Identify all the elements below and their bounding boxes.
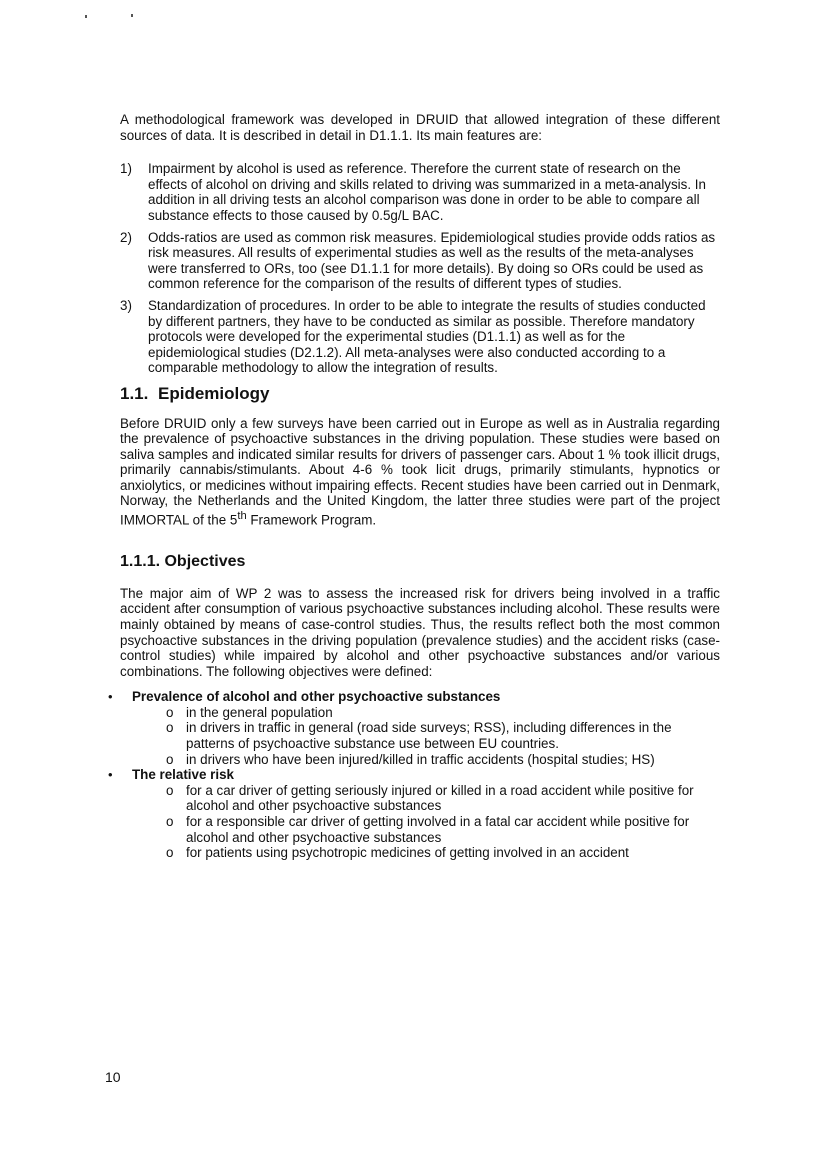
epidemiology-paragraph [120, 416, 720, 529]
circle-bullet-icon: o [166, 704, 174, 720]
objective-title: Prevalence of alcohol and other psychoactive substances [132, 689, 501, 705]
objectives-list [108, 689, 720, 861]
circle-bullet-icon: o [166, 751, 174, 767]
feature-item [120, 161, 720, 223]
feature-text: Impairment by alcohol is used as reference. Therefore the current state of research on the effects of alcohol on driving and skills related to driving was summarized in a meta-analysis. In addition in all driving tests an alcohol comparison was done in order to be able to compare all substance effects to those caused by 0.5g/L BAC. [148, 161, 706, 223]
objective-group [108, 689, 720, 767]
circle-bullet-icon: o [166, 720, 174, 736]
feature-item [120, 298, 720, 376]
bullet-icon: • [108, 767, 113, 783]
feature-number: 1) [120, 161, 132, 177]
feature-text: Odds-ratios are used as common risk measures. Epidemiological studies provide odds ratios as risk measures. All results of experimental studies as well as the results of the meta-analyses were transferred to ORs, too (see D1.1.1 for more details). By doing so ORs could be used as common reference for the comparison of the results of different types of studies. [148, 229, 716, 292]
list-item: o in the general population [166, 704, 333, 720]
superscript-th: th [237, 510, 247, 523]
list-item: o for a car driver of getting seriously injured or killed in a road accident while positive for alcohol and other psychoactive substances [166, 782, 694, 814]
objectives-paragraph: The major aim of WP 2 was to assess the increased risk for drivers being involved in a traffic accident after consumption of various psychoactive substances including alcohol. These results were mainly obtained by means of case-control studies. Thus, the results reflect both the most common psychoactive substances in the driving population (prevalence studies) and the accident risks (case-control studies) while impaired by alcohol and other psychoactive substances and/or various combinations. The following objectives were defined: [120, 585, 720, 679]
feature-number: 3) [120, 297, 132, 313]
list-item: o in drivers in traffic in general (road side surveys; RSS), including differences in the patterns of psychoactive substance use between EU countries. [166, 720, 672, 752]
bullet-icon: • [108, 689, 113, 705]
features-list [120, 161, 720, 376]
section-title: Epidemiology [158, 383, 270, 403]
circle-bullet-icon: o [166, 782, 174, 798]
circle-bullet-icon: o [166, 845, 174, 861]
scan-speck-right [131, 14, 133, 17]
epidemiology-text-end: Framework Program. [246, 512, 377, 528]
objective-group [108, 767, 720, 861]
epidemiology-text: Before DRUID only a few surveys have been carried out in Europe as well as in Australia regarding the prevalence of psychoactive substances in the driving population. These studies were based on saliva samples and indicated similar results for drivers of passenger cars. About 1 % took illicit drugs, primarily cannabis/stimulants. About 4-6 % took licit drugs, primarily stimulants, hypnotics or anxiolytics, or medicines without impairing effects. Recent studies have been carried out in Denmark, Norway, the Netherlands and the United Kingdom, the latter three studies were part of the project IMMORTAL of the 5 [120, 415, 720, 528]
list-item: o in drivers who have been injured/killed in traffic accidents (hospital studies; HS) [166, 751, 655, 767]
objective-subitems [132, 705, 720, 767]
objective-subitems [132, 783, 720, 861]
feature-item [120, 230, 720, 292]
intro-paragraph: A methodological framework was developed in DRUID that allowed integration of these different sources of data. It is described in detail in D1.1.1. Its main features are: [120, 112, 720, 143]
feature-text: Standardization of procedures. In order to be able to integrate the results of studies conducted by different partners, they have to be conducted as similar as possible. Therefore mandatory protocols were developed for the experimental studies (D1.1.1) as well as for the epidemiological studies (D2.1.2). All meta-analyses were also conducted according to a comparable methodology to allow the integration of results. [148, 297, 706, 376]
document-page [108, 112, 720, 861]
list-item: o for a responsible car driver of getting involved in a fatal car accident while positive for alcohol and other psychoactive substances [166, 814, 690, 845]
section-number: 1.1. [120, 383, 149, 403]
circle-bullet-icon: o [166, 814, 174, 830]
feature-number: 2) [120, 229, 132, 245]
page-number: 10 [105, 1069, 121, 1085]
scan-speck-left [85, 15, 87, 18]
list-item: o for patients using psychotropic medicines of getting involved in an accident [166, 845, 629, 861]
objective-title: The relative risk [132, 767, 234, 783]
subsection-heading: 1.1.1. Objectives [120, 553, 246, 571]
section-heading [120, 383, 720, 403]
